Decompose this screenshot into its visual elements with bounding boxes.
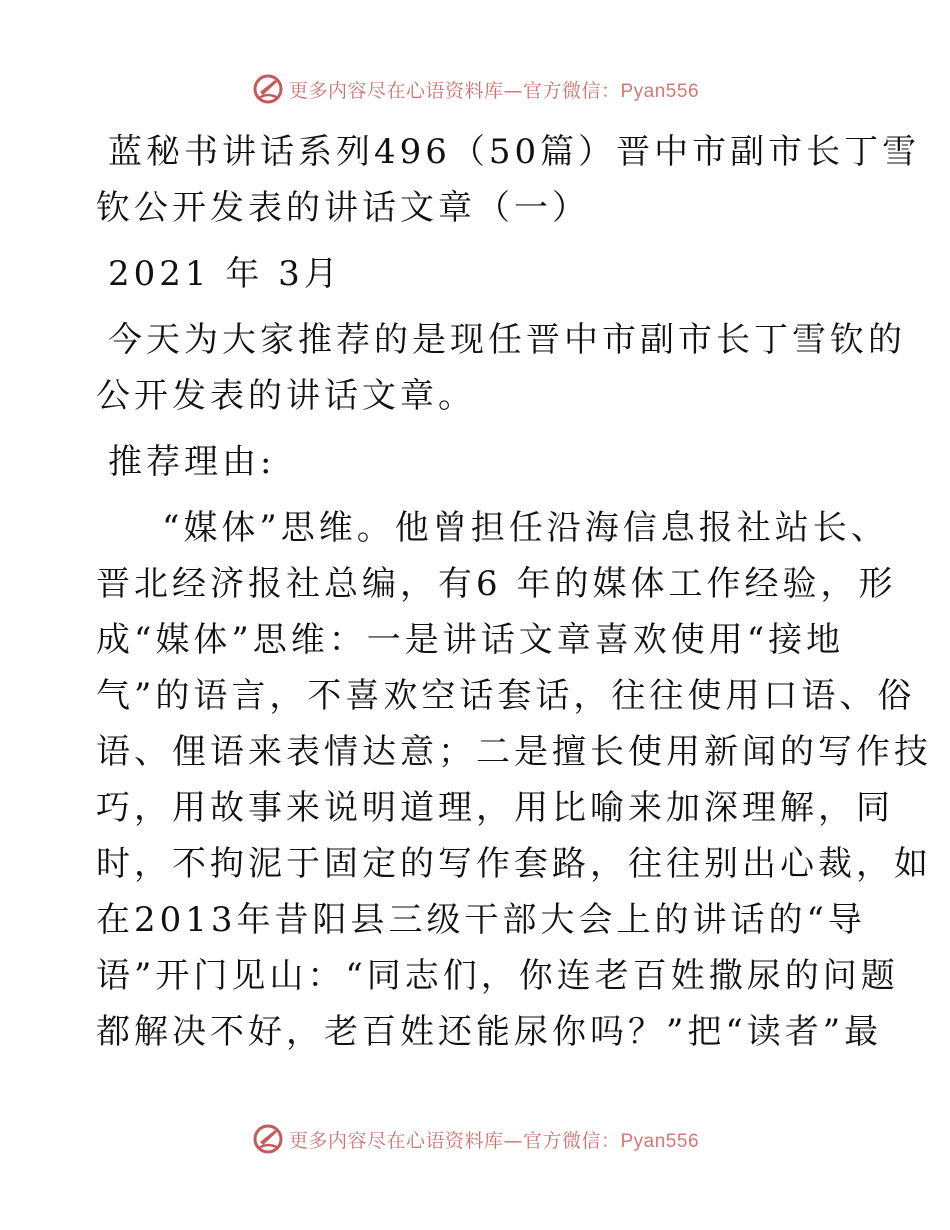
title-line: 钦公开发表的讲话文章（一） [96,188,590,228]
book-quill-icon [251,1122,285,1156]
document-title [96,124,921,236]
body-line: “媒体”思维。他曾担任沿海信息报社站长、 [162,508,889,548]
body-line: 在2013年昔阳县三级干部大会上的讲话的“导 [96,900,866,940]
watermark-header [0,72,950,106]
watermark-text: 更多内容尽在心语资料库—官方微信：Pyan556 [288,79,700,102]
body-line: 语、俚语来表情达意；二是擅长使用新闻的写作技 [96,732,932,772]
intro-paragraph [96,312,906,424]
body-line: 都解决不好，老百姓还能尿你吗？”把“读者”最 [96,1012,883,1052]
body-line: 晋北经济报社总编，有6 年的媒体工作经验，形 [96,564,897,604]
title-line: 蓝秘书讲话系列496（50篇）晋中市副市长丁雪 [108,132,921,172]
book-quill-icon [251,72,285,106]
watermark-footer [0,1122,950,1156]
watermark-text: 更多内容尽在心语资料库—官方微信：Pyan556 [288,1129,700,1152]
reason-heading [96,434,856,490]
watermark-wechat-id: Pyan556 [620,80,700,102]
body-line: 语”开门见山：“同志们，你连老百姓撒尿的问题 [96,956,899,996]
body-line: 巧，用故事来说明道理，用比喻来加深理解，同 [96,788,894,828]
document-body [96,124,932,1070]
watermark-wechat-id: Pyan556 [620,1130,700,1152]
reason-paragraph [96,500,932,1060]
date-line: 2021 年 3月 [108,254,342,294]
document-date [96,246,856,302]
intro-line: 今天为大家推荐的是现任晋中市副市长丁雪钦的 [108,320,906,360]
body-line: 时，不拘泥于固定的写作套路，往往别出心裁，如 [96,844,932,884]
intro-line: 公开发表的讲话文章。 [96,376,476,416]
reason-heading-line: 推荐理由: [108,442,276,482]
body-line: 气”的语言，不喜欢空话套话，往往使用口语、俗 [96,676,916,716]
body-line: 成“媒体”思维：一是讲话文章喜欢使用“接地 [96,620,845,660]
